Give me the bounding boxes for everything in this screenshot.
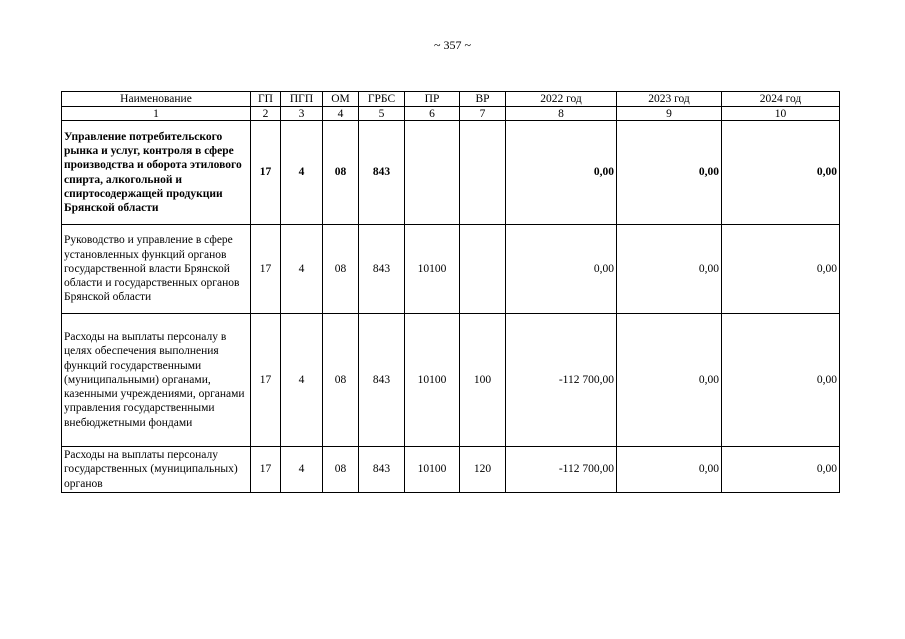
header-gp: ГП [251, 92, 281, 107]
cell-pgp: 4 [281, 447, 323, 493]
header-2022: 2022 год [506, 92, 617, 107]
cell-grbs: 843 [359, 314, 405, 447]
page-number: ~ 357 ~ [434, 38, 471, 52]
cell-pr: 10100 [405, 225, 460, 314]
column-number: 6 [405, 107, 460, 121]
cell-pr [405, 121, 460, 225]
column-number: 2 [251, 107, 281, 121]
cell-gp: 17 [251, 121, 281, 225]
cell-pr: 10100 [405, 314, 460, 447]
column-number: 5 [359, 107, 405, 121]
column-number: 3 [281, 107, 323, 121]
table-row [62, 225, 840, 314]
cell-om: 08 [323, 447, 359, 493]
cell-gp: 17 [251, 225, 281, 314]
budget-table [61, 91, 840, 493]
header-om: ОМ [323, 92, 359, 107]
cell-gp: 17 [251, 447, 281, 493]
header-pr: ПР [405, 92, 460, 107]
cell-2023: 0,00 [617, 225, 722, 314]
cell-2024: 0,00 [722, 225, 840, 314]
row-name: Управление потребительского рынка и услуг, контроля в сфере производства и оборота этилового спирта, алкогольной и спиртосодержащей продукции Брянской области [62, 121, 251, 225]
cell-2022: -112 700,00 [506, 314, 617, 447]
column-number: 10 [722, 107, 840, 121]
cell-grbs: 843 [359, 447, 405, 493]
cell-om: 08 [323, 314, 359, 447]
cell-pgp: 4 [281, 121, 323, 225]
header-grbs: ГРБС [359, 92, 405, 107]
header-pgp: ПГП [281, 92, 323, 107]
cell-pgp: 4 [281, 225, 323, 314]
cell-pgp: 4 [281, 314, 323, 447]
cell-vr: 120 [460, 447, 506, 493]
cell-2022: -112 700,00 [506, 447, 617, 493]
table-header-row [62, 92, 840, 107]
header-name: Наименование [62, 92, 251, 107]
header-vr: ВР [460, 92, 506, 107]
column-number: 1 [62, 107, 251, 121]
cell-vr [460, 121, 506, 225]
cell-vr: 100 [460, 314, 506, 447]
column-number: 8 [506, 107, 617, 121]
column-number: 4 [323, 107, 359, 121]
cell-2023: 0,00 [617, 121, 722, 225]
table-row [62, 447, 840, 493]
column-number-row [62, 107, 840, 121]
column-number: 7 [460, 107, 506, 121]
cell-2022: 0,00 [506, 225, 617, 314]
cell-vr [460, 225, 506, 314]
cell-grbs: 843 [359, 225, 405, 314]
row-name: Расходы на выплаты персоналу государственных (муниципальных) органов [62, 447, 251, 493]
cell-om: 08 [323, 225, 359, 314]
cell-grbs: 843 [359, 121, 405, 225]
cell-gp: 17 [251, 314, 281, 447]
cell-2024: 0,00 [722, 121, 840, 225]
column-number: 9 [617, 107, 722, 121]
header-2024: 2024 год [722, 92, 840, 107]
cell-2024: 0,00 [722, 447, 840, 493]
cell-2024: 0,00 [722, 314, 840, 447]
header-2023: 2023 год [617, 92, 722, 107]
row-name: Руководство и управление в сфере установленных функций органов государственной власти Брянской области и государственных органов Брянской области [62, 225, 251, 314]
cell-2022: 0,00 [506, 121, 617, 225]
table-row [62, 314, 840, 447]
row-name: Расходы на выплаты персоналу в целях обеспечения выполнения функций государственными (муниципальными) органами, казенными учреждениями, органами управления государственными внебюджетными фондами [62, 314, 251, 447]
cell-2023: 0,00 [617, 447, 722, 493]
cell-om: 08 [323, 121, 359, 225]
table-row [62, 121, 840, 225]
cell-2023: 0,00 [617, 314, 722, 447]
cell-pr: 10100 [405, 447, 460, 493]
